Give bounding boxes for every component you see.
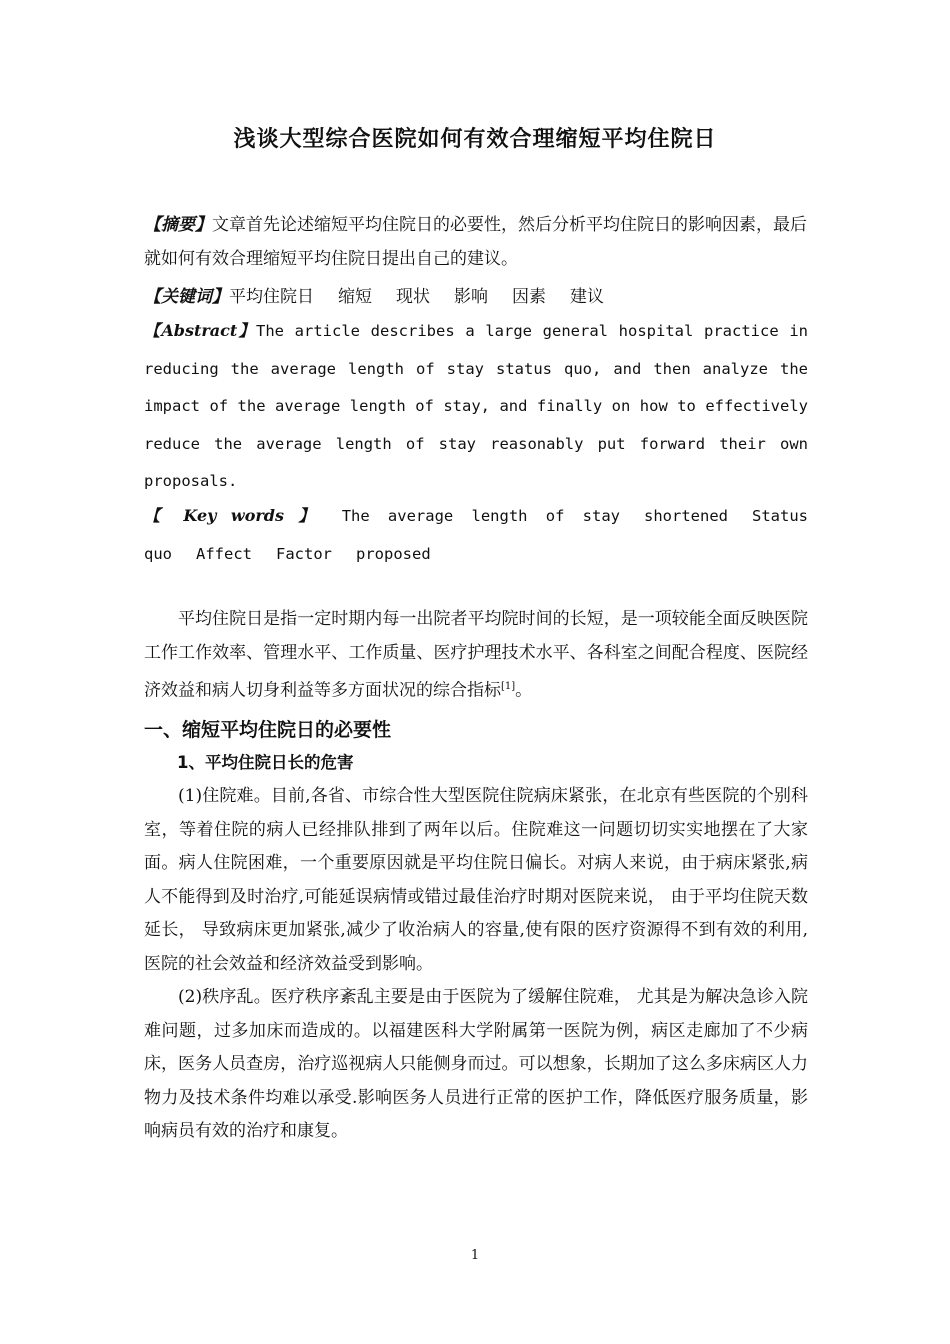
intro-end: 。 xyxy=(515,680,533,701)
abstract-en-text: The article describes a large general hospital practice in reducing the average length of stay status quo, and then analyze the impact of the average length of stay, and finally on how to effectively reduce the average length of stay reasonably put forward their own proposals. xyxy=(144,322,809,490)
abstract-en xyxy=(144,312,808,501)
abstract-cn-text: 文章首先论述缩短平均住院日的必要性，然后分析平均住院日的影响因素，最后就如何有效合理缩短平均住院日提出自己的建议。 xyxy=(144,215,807,269)
section-1 xyxy=(144,714,808,1149)
keyword-en-item: The average length of stay xyxy=(341,507,620,525)
keyword-en-item: proposed xyxy=(356,544,431,563)
citation-ref: [1] xyxy=(501,681,516,692)
keyword-cn-item: 现状 xyxy=(396,287,430,307)
keywords-en-label: 【 Key words 】 xyxy=(144,506,324,525)
abstract-en-label: 【Abstract】 xyxy=(144,321,256,340)
keyword-cn-item: 缩短 xyxy=(338,287,372,307)
keyword-cn-item: 因素 xyxy=(512,287,546,307)
intro-text: 平均住院日是指一定时期内每一出院者平均院时间的长短，是一项较能全面反映医院工作工作效率、管理水平、工作质量、医疗护理技术水平、各科室之间配合程度、医院经济效益和病人切身利益等多方面状况的综合指标 xyxy=(144,609,808,701)
keyword-en-item: Status quo xyxy=(144,507,808,563)
keywords-cn-label: 【关键词】 xyxy=(144,287,229,307)
subsection-heading: 1、平均住院日长的危害 xyxy=(177,753,354,772)
intro-paragraph xyxy=(144,603,808,708)
page-number: 1 xyxy=(470,1248,480,1263)
keyword-cn-item: 影响 xyxy=(454,287,488,307)
section-heading: 一、缩短平均住院日的必要性 xyxy=(144,719,392,741)
keyword-cn-item: 建议 xyxy=(570,287,604,307)
keyword-cn-item: 平均住院日 xyxy=(229,287,314,307)
paragraph-1: (1)住院难。目前,各省、市综合性大型医院住院病床紧张，在北京有些医院的个别科室，等着住院的病人已经排队排到了两年以后。住院难这一问题切切实实地摆在了大家面。病人住院困难，一个重要原因就是平均住院日偏长。对病人来说，由于病床紧张,病人不能得到及时治疗,可能延误病情或错过最佳治疗时期对医院来说， 由于平均住院天数延长， 导致病床更加紧张,减少了收治病人的容量,使有限的医疗资源得不到有效的利用,医院的社会效益和经济效益受到影响。 xyxy=(144,786,808,974)
keyword-en-item: Affect xyxy=(196,544,252,563)
abstract-cn xyxy=(144,208,808,276)
keyword-en-item: shortened xyxy=(644,507,728,525)
paragraph-2: (2)秩序乱。医疗秩序紊乱主要是由于医院为了缓解住院难， 尤其是为解决急诊入院难问题，过多加床而造成的。以福建医科大学附属第一医院为例，病区走廊加了不少病床，医务人员查房，治疗巡视病人只能侧身而过。可以想象，长期加了这么多床病区人力物力及技术条件均难以承受.影响医务人员进行正常的医护工作，降低医疗服务质量，影响病员有效的治疗和康复。 xyxy=(144,987,808,1141)
abstract-cn-label: 【摘要】 xyxy=(144,215,212,235)
keyword-en-item: Factor xyxy=(276,544,332,563)
keywords-cn xyxy=(144,280,808,314)
page-title: 浅谈大型综合医院如何有效合理缩短平均住院日 xyxy=(233,127,717,152)
keywords-en xyxy=(144,497,808,573)
